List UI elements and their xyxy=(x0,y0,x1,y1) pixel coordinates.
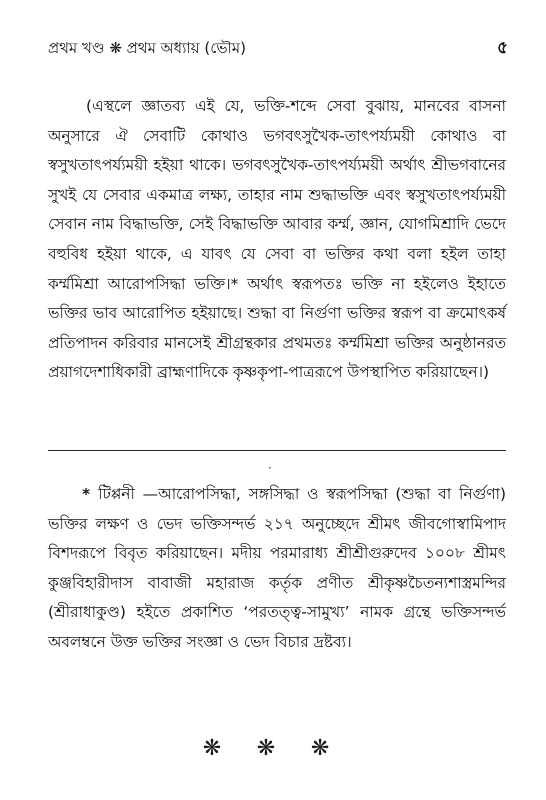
running-title: প্রথম খণ্ড ❋ প্রথম অধ্যায় (ভৌম) xyxy=(48,39,246,57)
footnote-text: টিপ্পনী —আরোপসিদ্ধা, সঙ্গসিদ্ধা ও স্বরূপসিদ্ধা (শুদ্ধা বা নির্গুণা) ভক্তির লক্ষণ ও ভেদ ভক্তিসন্দর্ভ ২১৭ অনুচ্ছেদে শ্রীমৎ জীবগোস্বামিপাদ বিশদরূপে বিবৃত করিয়াছেন। মদীয় পরমারাধ্য শ্রীশ্রীগুরুদেব ১০০৮ শ্রীমৎ কুঞ্জবিহারীদাস বাবাজী মহারাজ কর্তৃক প্রণীত শ্রীকৃষ্ণচৈতন্যশাস্ত্রমন্দির (শ্রীরাধাকুণ্ড) হইতে প্রকাশিত ‘পরতত্ত্ব-সামুখ্য’ নামক গ্রন্থে ভক্তিসন্দর্ভ অবলম্বনে উক্ত ভক্তির সংজ্ঞা ও ভেদ বিচার দ্রষ্টব্য। xyxy=(48,485,506,651)
print-speck: · xyxy=(268,461,272,475)
footnote xyxy=(48,480,506,658)
running-header xyxy=(48,38,508,64)
main-paragraph: (এস্থলে জ্ঞাতব্য এই যে, ভক্তি-শব্দে সেবা বুঝায়, মানবের বাসনা অনুসারে ঐ সেবাটি কোথাও ভগবৎসুখৈক-তাৎপর্য্যময়ী কোথাও বা স্বসুখতাৎপর্য্যময়ী হইয়া থাকে। ভগবৎসুখৈক-তাৎপর্য্যময়ী অর্থাৎ শ্রীভগবানের সুখই যে সেবার একমাত্র লক্ষ্য, তাহার নাম শুদ্ধাভক্তি এবং স্বসুখতাৎপর্য্যময়ী সেবান নাম বিদ্ধাভক্তি, সেই বিদ্ধাভক্তি আবার কর্ম্ম, জ্ঞান, যোগমিশ্রাদি ভেদে বহুবিধ হইয়া থাকে, এ যাবৎ যে সেবা বা ভক্তির কথা বলা হইল তাহা কর্ম্মমিশ্রা আরোপসিদ্ধা ভক্তি।* অর্থাৎ স্বরূপতঃ ভক্তি না হইলেও ইহাতে ভক্তির ভাব আরোপিত হইয়াছে। শুদ্ধা বা নির্গুণা ভক্তির স্বরূপ বা ক্রমোৎকর্ষ প্রতিপাদন করিবার মানসেই শ্রীগ্রন্থকার প্রথমতঃ কর্ম্মমিশ্রা ভক্তির অনুষ্ঠানরত প্রয়াগদেশাধিকারী ব্রাহ্মণাদিকে কৃষ্ণকৃপা-পাত্ররূপে উপস্থাপিত করিয়াছেন।) xyxy=(48,97,506,382)
page-number: ৫ xyxy=(496,38,508,58)
end-ornament: ❋ ❋ ❋ xyxy=(202,736,344,761)
footnote-marker: * xyxy=(82,485,91,503)
footnote-divider xyxy=(48,450,506,451)
